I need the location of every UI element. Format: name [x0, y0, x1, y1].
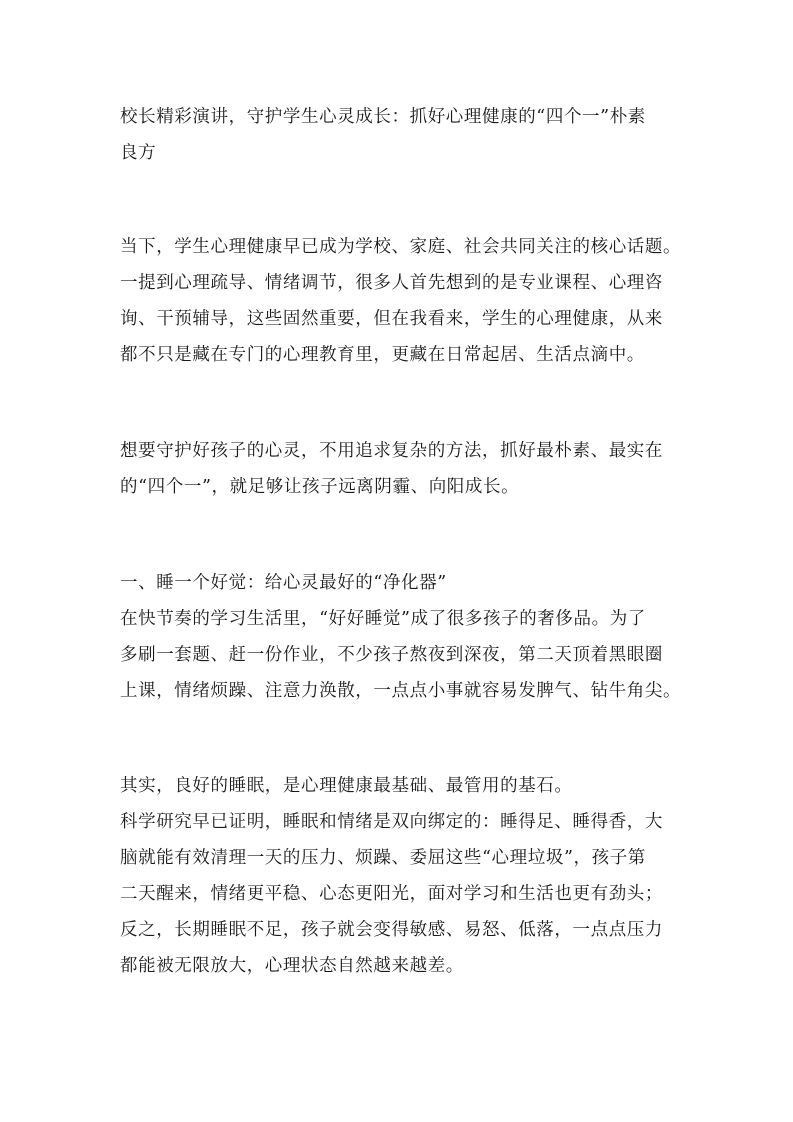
text-line: 脑就能有效清理一天的压力、烦躁、委屈这些“心理垃圾”，孩子第 [120, 848, 646, 868]
text-line: 都不只是藏在专门的心理教育里，更藏在日常起居、生活点滴中。 [120, 345, 645, 365]
paragraph-intro [120, 229, 692, 373]
text-line: 反之，长期睡眠不足，孩子就会变得敏感、易怒、低落，一点点压力 [120, 920, 663, 940]
title-line: 校长精彩演讲，守护学生心灵成长：抓好心理健康的“四个一”朴素 [120, 107, 646, 127]
text-line: 上课，情绪烦躁、注意力涣散，一点点小事就容易发脾气、钻牛角尖。 [120, 681, 682, 701]
title-line: 良方 [120, 143, 157, 163]
text-line: 二天醒来，情绪更平稳、心态更阳光，面对学习和生活也更有劲头； [120, 884, 663, 904]
paragraph-four-ones [120, 433, 692, 505]
text-line: 当下，学生心理健康早已成为学校、家庭、社会共同关注的核心话题。 [120, 237, 682, 257]
section-heading: 一、睡一个好觉：给心灵最好的“净化器” [120, 573, 447, 593]
text-line: 的“四个一”，就足够让孩子远离阴霾、向阳成长。 [120, 477, 520, 497]
text-line: 想要守护好孩子的心灵，不用追求复杂的方法，抓好最朴素、最实在 [120, 441, 663, 461]
text-line: 询、干预辅导，这些固然重要，但在我看来，学生的心理健康，从来 [120, 309, 663, 329]
text-line: 一提到心理疏导、情绪调节，很多人首先想到的是专业课程、心理咨 [120, 273, 663, 293]
paragraph-sleep-science [120, 768, 692, 984]
document-title [120, 99, 692, 171]
text-line: 多刷一套题、赶一份作业，不少孩子熬夜到深夜，第二天顶着黑眼圈 [120, 645, 663, 665]
text-line: 科学研究早已证明，睡眠和情绪是双向绑定的：睡得足、睡得香，大 [120, 812, 663, 832]
section-one-sleep [120, 565, 692, 709]
text-line: 在快节奏的学习生活里，“好好睡觉”成了很多孩子的奢侈品。为了 [120, 609, 646, 629]
text-line: 其实，良好的睡眠，是心理健康最基础、最管用的基石。 [120, 776, 573, 796]
text-line: 都能被无限放大，心理状态自然越来越差。 [120, 956, 464, 976]
